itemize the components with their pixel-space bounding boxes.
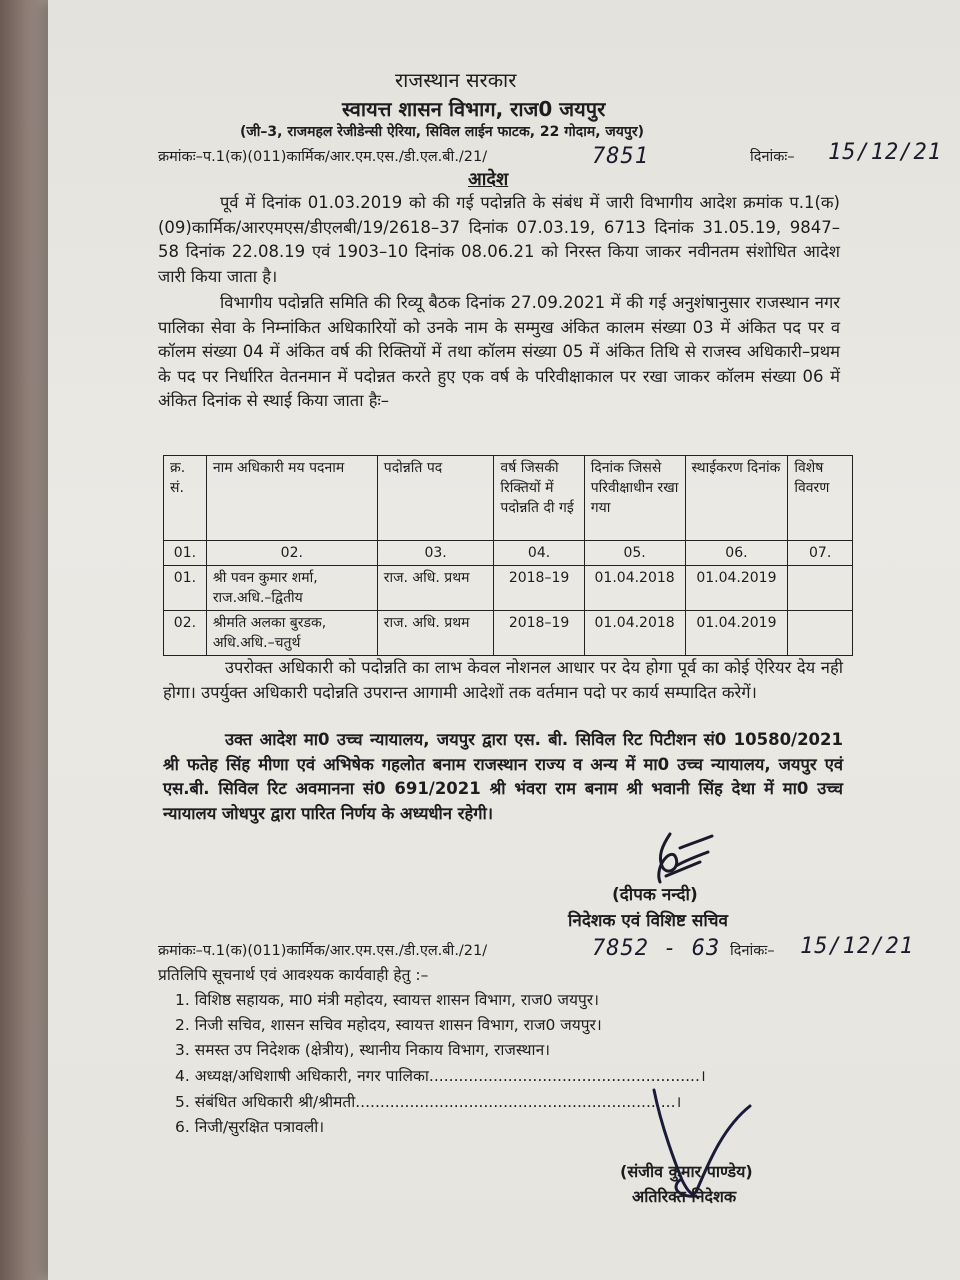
table-cell: 05. xyxy=(584,541,685,566)
table-column-number-row xyxy=(164,541,853,566)
table-cell: श्रीमति अलका बुरडक, अधि.अधि.–चतुर्थ xyxy=(206,611,377,656)
order-title: आदेश xyxy=(468,169,509,190)
header-government: राजस्थान सरकार xyxy=(395,68,517,92)
table-cell: 02. xyxy=(164,611,207,656)
copy-reference-handwritten: 7852 - 63 xyxy=(592,936,721,961)
order-reference: क्रमांकः–प.1(क)(011)कार्मिक/आर.एम.एस./डी.एल.बी./21/ xyxy=(158,149,488,165)
table-cell: 07. xyxy=(788,541,853,566)
list-item: 4. अध्यक्ष/अधिशाषी अधिकारी, नगर पालिका.......................................................। xyxy=(175,1067,706,1085)
promotion-table xyxy=(163,455,853,656)
table-row xyxy=(164,611,853,656)
paragraph-2: विभागीय पदोन्नति समिति की रिव्यू बैठक दिनांक 27.09.2021 में की गई अनुशंषानुसार राजस्थान नगर पालिका सेवा के निम्नांकित अधिकारियों को उनके नाम के सम्मुख अंकित कालम संख्या 03 में अंकित पद पर व कॉलम संख्या 04 में अंकित वर्ष की रिक्तियों में तथा कॉलम संख्या 05 में अंकित तिथि से राजस्व अधिकारी–प्रथम के पद पर निर्धारित वेतनमान में पदोन्नत करते हुए एक वर्ष के परिवीक्षाकाल पर रखा जाकर कॉलम संख्या 06 में अंकित दिनांक से स्थाई किया जाता हैः– xyxy=(158,293,840,410)
copy-intro: प्रतिलिपि सूचनार्थ एवं आवश्यक कार्यवाही हेतु :– xyxy=(158,966,429,984)
signatory-2-designation: अतिरिक्त निदेशक xyxy=(632,1187,737,1206)
table-header-cell: नाम अधिकारी मय पदनाम xyxy=(206,456,377,541)
table-cell: 01. xyxy=(164,541,207,566)
table-cell: 06. xyxy=(685,541,788,566)
copy-date-label: दिनांकः– xyxy=(730,943,775,959)
list-item: 5. संबंधित अधिकारी श्री/श्रीमती.................................................................। xyxy=(175,1093,682,1111)
list-item: 1. विशिष्ठ सहायक, मा0 मंत्री महोदय, स्वायत्त शासन विभाग, राज0 जयपुर। xyxy=(175,991,599,1009)
table-cell: 2018–19 xyxy=(494,611,584,656)
list-item: 3. समस्त उप निदेशक (क्षेत्रीय), स्थानीय निकाय विभाग, राजस्थान। xyxy=(175,1041,551,1059)
table-cell: श्री पवन कुमार शर्मा, राज.अधि.–द्वितीय xyxy=(206,566,377,611)
header-department: स्वायत्त शासन विभाग, राज0 जयपुर xyxy=(342,97,606,121)
table-cell: 01.04.2019 xyxy=(685,566,788,611)
table-cell xyxy=(788,611,853,656)
paragraph-3: उपरोक्त अधिकारी को पदोन्नति का लाभ केवल नोशनल आधार पर देय होगा पूर्व का कोई ऐरियर देय नही होगा। उपर्युक्त अधिकारी पदोन्नति उपरान्त आगामी आदेशों तक वर्तमान पदो पर कार्य सम्पादित करेगें। xyxy=(163,658,843,702)
copy-reference: क्रमांकः–प.1(क)(011)कार्मिक/आर.एम.एस./डी.एल.बी./21/ xyxy=(158,943,488,959)
table-cell: 02. xyxy=(206,541,377,566)
list-item: 2. निजी सचिव, शासन सचिव महोदय, स्वायत्त शासन विभाग, राज0 जयपुर। xyxy=(175,1016,602,1034)
signatory-1-designation: निदेशक एवं विशिष्ट सचिव xyxy=(568,911,728,931)
signatory-2-name: (संजीव कुमार पाण्डेय) xyxy=(620,1162,753,1181)
order-reference-handwritten: 7851 xyxy=(592,144,649,169)
table-cell: राज. अधि. प्रथम xyxy=(377,611,494,656)
copy-date-handwritten: 15/12/21 xyxy=(800,934,914,959)
table-row xyxy=(164,566,853,611)
table-cell: 01.04.2018 xyxy=(584,566,685,611)
signatory-1-name: (दीपक नन्दी) xyxy=(612,885,698,905)
table-cell: 04. xyxy=(494,541,584,566)
table-header-cell: क्र. सं. xyxy=(164,456,207,541)
table-header-cell: दिनांक जिससे परिवीक्षाधीन रखा गया xyxy=(584,456,685,541)
table-cell xyxy=(788,566,853,611)
table-header-cell: विशेष विवरण xyxy=(788,456,853,541)
list-item: 6. निजी/सुरक्षित पत्रावली। xyxy=(175,1118,325,1136)
table-cell: 01.04.2019 xyxy=(685,611,788,656)
order-date-handwritten: 15/12/21 xyxy=(828,140,942,165)
table-header-cell: स्थाईकरण दिनांक xyxy=(685,456,788,541)
paragraph-1: पूर्व में दिनांक 01.03.2019 को की गई पदोन्नति के संबंध में जारी विभागीय आदेश क्रमांक प.1(क)(09)कार्मिक/आरएमएस/डीएलबी/19/2618–37 दिनांक 07.03.19, 6713 दिनांक 31.05.19, 9847–58 दिनांक 22.08.19 एवं 1903–10 दिनांक 08.06.21 को निरस्त किया जाकर नवीनतम संशोधित आदेश जारी किया जाता है। xyxy=(158,193,840,286)
table-cell: 2018–19 xyxy=(494,566,584,611)
order-date-label: दिनांकः– xyxy=(750,149,795,165)
table-header-row xyxy=(164,456,853,541)
header-address: (जी–3, राजमहल रेजीडेन्सी ऐरिया, सिविल लाईन फाटक, 22 गोदाम, जयपुर) xyxy=(240,124,644,140)
paragraph-4: उक्त आदेश मा0 उच्च न्यायालय, जयपुर द्वारा एस. बी. सिविल रिट पिटीशन सं0 10580/2021 श्री फतेह सिंह मीणा एवं अभिषेक गहलोत बनाम राजस्थान राज्य व अन्य में मा0 उच्च न्यायालय, जयपुर एवं एस.बी. सिविल रिट अवमानना सं0 691/2021 श्री भंवरा राम बनाम श्री भवानी सिंह देथा में मा0 उच्च न्यायालय जोधपुर द्वारा पारित निर्णय के अध्यधीन रहेगी। xyxy=(163,730,843,823)
table-header-cell: वर्ष जिसकी रिक्तियों में पदोन्नति दी गई xyxy=(494,456,584,541)
table-header-cell: पदोन्नति पद xyxy=(377,456,494,541)
table-cell: 01. xyxy=(164,566,207,611)
table-cell: 03. xyxy=(377,541,494,566)
table-cell: राज. अधि. प्रथम xyxy=(377,566,494,611)
table-cell: 01.04.2018 xyxy=(584,611,685,656)
